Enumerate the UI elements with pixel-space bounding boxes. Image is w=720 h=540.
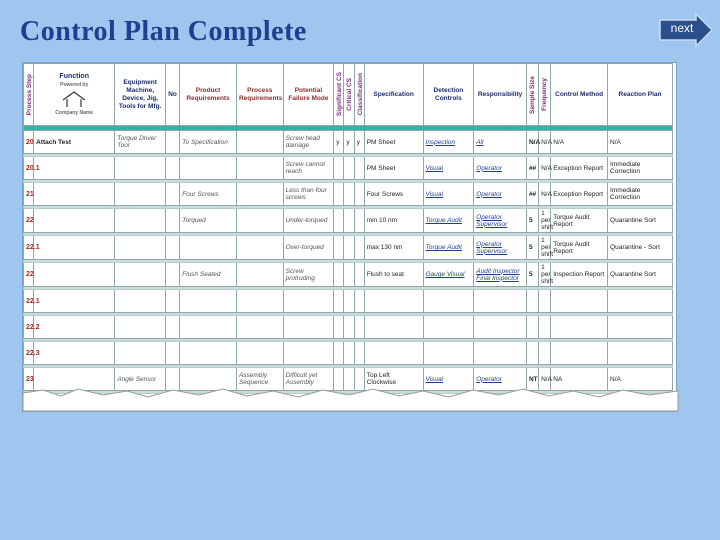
- table-row: [24, 157, 673, 180]
- responsibility-cell: Operator: [474, 157, 527, 180]
- col-detection-controls: Detection Controls: [423, 64, 474, 126]
- sample-size-cell: 5: [526, 209, 538, 233]
- control-plan-table: [23, 63, 673, 394]
- critical-cs-cell: [344, 342, 354, 365]
- detection-cell: Visual: [423, 157, 474, 180]
- step-label-cell: [34, 316, 115, 339]
- equipment-cell: [115, 157, 166, 180]
- detection-cell: [423, 316, 474, 339]
- responsibility-cell: Operator: [474, 368, 527, 391]
- critical-cs-cell: y: [344, 131, 354, 154]
- control-method-cell: Torque Audit Report: [551, 209, 608, 233]
- col-product-requirements: Product Requirements: [180, 64, 237, 126]
- product-requirement-cell: [180, 236, 237, 260]
- col-sample-size: Sample Size: [526, 64, 538, 126]
- frequency-cell: N/A: [539, 131, 551, 154]
- reaction-plan-cell: Quarantine Sort: [608, 209, 673, 233]
- failure-mode-cell: [283, 290, 334, 313]
- responsibility-cell: Audit Inspector Final Inspector: [474, 263, 527, 287]
- detection-cell: Visual: [423, 368, 474, 391]
- col-control-method: Control Method: [551, 64, 608, 126]
- sample-size-cell: 5: [526, 236, 538, 260]
- product-requirement-cell: [180, 157, 237, 180]
- process-requirement-cell: [236, 183, 283, 206]
- frequency-cell: [539, 316, 551, 339]
- step-cell: 20.1: [24, 157, 34, 180]
- reaction-plan-cell: N/A: [608, 368, 673, 391]
- classification-cell: [354, 236, 364, 260]
- critical-cs-cell: [344, 236, 354, 260]
- product-requirement-cell: [180, 316, 237, 339]
- frequency-cell: 1 per shift: [539, 236, 551, 260]
- control-method-cell: NA: [551, 368, 608, 391]
- col-equipment: Equipment Machine, Device, Jig, Tools for Mfg.: [115, 64, 166, 126]
- step-cell: 23: [24, 368, 34, 391]
- product-requirement-cell: Torqued: [180, 209, 237, 233]
- step-label-cell: [34, 157, 115, 180]
- specification-cell: PM Sheet: [364, 157, 423, 180]
- product-requirement-cell: To Specification: [180, 131, 237, 154]
- step-label-cell: [34, 183, 115, 206]
- detection-cell: Inspection: [423, 131, 474, 154]
- step-label-cell: Attach Test: [34, 131, 115, 154]
- specification-cell: Four Screws: [364, 183, 423, 206]
- failure-mode-cell: Screw head damage: [283, 131, 334, 154]
- significant-cs-cell: [334, 342, 344, 365]
- process-requirement-cell: [236, 236, 283, 260]
- specification-cell: min 10 nm: [364, 209, 423, 233]
- control-method-cell: [551, 316, 608, 339]
- equipment-cell: Torque Driver Tool: [115, 131, 166, 154]
- sample-size-cell: [526, 342, 538, 365]
- step-label-cell: [34, 290, 115, 313]
- sample-size-cell: [526, 290, 538, 313]
- torn-edge: [23, 385, 678, 411]
- no-cell: [165, 342, 179, 365]
- responsibility-cell: [474, 342, 527, 365]
- failure-mode-cell: Difficult yet Assembly: [283, 368, 334, 391]
- sample-size-cell: ##: [526, 183, 538, 206]
- specification-cell: [364, 342, 423, 365]
- step-label-cell: [34, 263, 115, 287]
- no-cell: [165, 316, 179, 339]
- critical-cs-cell: [344, 157, 354, 180]
- equipment-cell: [115, 342, 166, 365]
- reaction-plan-cell: Quarantine - Sort: [608, 236, 673, 260]
- step-cell: 22.1: [24, 236, 34, 260]
- table-row: [24, 209, 673, 233]
- product-requirement-cell: [180, 342, 237, 365]
- no-cell: [165, 290, 179, 313]
- col-frequency: Frequency: [539, 64, 551, 126]
- next-label: next: [670, 21, 694, 35]
- classification-cell: [354, 342, 364, 365]
- table-row: [24, 290, 673, 313]
- no-cell: [165, 183, 179, 206]
- significant-cs-cell: [334, 263, 344, 287]
- col-no: No: [165, 64, 179, 126]
- step-cell: 22.3: [24, 342, 34, 365]
- critical-cs-cell: [344, 209, 354, 233]
- product-requirement-cell: Four Screws: [180, 183, 237, 206]
- significant-cs-cell: [334, 209, 344, 233]
- classification-cell: [354, 209, 364, 233]
- sample-size-cell: ##: [526, 157, 538, 180]
- equipment-cell: [115, 183, 166, 206]
- failure-mode-cell: Screw protruding: [283, 263, 334, 287]
- step-label-cell: [34, 209, 115, 233]
- specification-cell: max 130 nm: [364, 236, 423, 260]
- reaction-plan-cell: Immediate Correction: [608, 157, 673, 180]
- no-cell: [165, 236, 179, 260]
- step-cell: 22: [24, 263, 34, 287]
- col-process-step: Process Step: [24, 64, 34, 126]
- process-requirement-cell: [236, 263, 283, 287]
- product-requirement-cell: Flush Seated: [180, 263, 237, 287]
- no-cell: [165, 131, 179, 154]
- responsibility-cell: Operator: [474, 183, 527, 206]
- frequency-cell: [539, 290, 551, 313]
- equipment-cell: [115, 263, 166, 287]
- col-responsibility: Responsibility: [474, 64, 527, 126]
- function-company: Company Name: [55, 109, 94, 116]
- step-label-cell: [34, 236, 115, 260]
- col-potential-failure: Potential Failure Mode: [283, 64, 334, 126]
- table-row: [24, 183, 673, 206]
- significant-cs-cell: [334, 183, 344, 206]
- process-requirement-cell: [236, 316, 283, 339]
- specification-cell: PM Sheet: [364, 131, 423, 154]
- detection-cell: [423, 342, 474, 365]
- col-classification: Classification: [354, 64, 364, 126]
- col-specification: Specification: [364, 64, 423, 126]
- specification-cell: [364, 316, 423, 339]
- next-button[interactable]: [658, 13, 714, 47]
- process-requirement-cell: [236, 157, 283, 180]
- table-row: [24, 236, 673, 260]
- sample-size-cell: N/A: [526, 131, 538, 154]
- detection-cell: Gauge Visual: [423, 263, 474, 287]
- control-method-cell: [551, 290, 608, 313]
- frequency-cell: N/A: [539, 183, 551, 206]
- classification-cell: [354, 263, 364, 287]
- failure-mode-cell: Screw cannot reach: [283, 157, 334, 180]
- classification-cell: y: [354, 131, 364, 154]
- classification-cell: [354, 290, 364, 313]
- failure-mode-cell: Under-torqued: [283, 209, 334, 233]
- process-requirement-cell: [236, 342, 283, 365]
- frequency-cell: N/A: [539, 368, 551, 391]
- table-row: [24, 263, 673, 287]
- equipment-cell: Angle Sensor: [115, 368, 166, 391]
- detection-cell: Visual: [423, 183, 474, 206]
- table-row: [24, 131, 673, 154]
- significant-cs-cell: [334, 236, 344, 260]
- specification-cell: Top Left Clockwise: [364, 368, 423, 391]
- process-requirement-cell: Assembly Sequence: [236, 368, 283, 391]
- control-plan-sheet: [22, 62, 677, 412]
- failure-mode-cell: [283, 316, 334, 339]
- classification-cell: [354, 316, 364, 339]
- equipment-cell: [115, 236, 166, 260]
- classification-cell: [354, 183, 364, 206]
- failure-mode-cell: [283, 342, 334, 365]
- responsibility-cell: [474, 316, 527, 339]
- control-method-cell: Exception Report: [551, 183, 608, 206]
- frequency-cell: [539, 342, 551, 365]
- function-sub: Powered by: [60, 81, 89, 88]
- table-row: [24, 316, 673, 339]
- control-method-cell: [551, 342, 608, 365]
- function-title: Function: [59, 72, 89, 80]
- failure-mode-cell: Over-torqued: [283, 236, 334, 260]
- control-method-cell: N/A: [551, 131, 608, 154]
- significant-cs-cell: [334, 316, 344, 339]
- table-row: [24, 342, 673, 365]
- detection-cell: Torque Audit: [423, 236, 474, 260]
- sample-size-cell: [526, 316, 538, 339]
- step-cell: 22: [24, 209, 34, 233]
- reaction-plan-cell: [608, 316, 673, 339]
- process-requirement-cell: [236, 131, 283, 154]
- reaction-plan-cell: Quarantine Sort: [608, 263, 673, 287]
- col-process-requirements: Process Requirements: [236, 64, 283, 126]
- frequency-cell: N/A: [539, 157, 551, 180]
- no-cell: [165, 157, 179, 180]
- slide-title: Control Plan Complete: [20, 16, 307, 47]
- col-reaction-plan: Reaction Plan: [608, 64, 673, 126]
- responsibility-cell: All: [474, 131, 527, 154]
- col-critical-cs: Critical CS: [344, 64, 354, 126]
- significant-cs-cell: y: [334, 131, 344, 154]
- control-method-cell: Exception Report: [551, 157, 608, 180]
- failure-mode-cell: Less than four screws: [283, 183, 334, 206]
- step-cell: 21: [24, 183, 34, 206]
- process-requirement-cell: [236, 209, 283, 233]
- equipment-cell: [115, 316, 166, 339]
- critical-cs-cell: [344, 263, 354, 287]
- no-cell: [165, 209, 179, 233]
- reaction-plan-cell: [608, 342, 673, 365]
- reaction-plan-cell: N/A: [608, 131, 673, 154]
- step-label-cell: [34, 342, 115, 365]
- specification-cell: Flush to seat: [364, 263, 423, 287]
- reaction-plan-cell: Immediate Correction: [608, 183, 673, 206]
- no-cell: [165, 263, 179, 287]
- significant-cs-cell: [334, 157, 344, 180]
- critical-cs-cell: [344, 290, 354, 313]
- header-row: [24, 64, 673, 126]
- control-method-cell: Inspection Report: [551, 263, 608, 287]
- frequency-cell: 1 per shift: [539, 263, 551, 287]
- step-cell: 20: [24, 131, 34, 154]
- col-significant-cs: Significant CS: [334, 64, 344, 126]
- col-function: [34, 64, 115, 126]
- step-cell: 22.1: [24, 290, 34, 313]
- responsibility-cell: Operator Supervisor: [474, 236, 527, 260]
- specification-cell: [364, 290, 423, 313]
- reaction-plan-cell: [608, 290, 673, 313]
- equipment-cell: [115, 290, 166, 313]
- critical-cs-cell: [344, 183, 354, 206]
- process-requirement-cell: [236, 290, 283, 313]
- classification-cell: [354, 157, 364, 180]
- step-cell: 22.2: [24, 316, 34, 339]
- responsibility-cell: Operator Supervisor: [474, 209, 527, 233]
- sample-size-cell: 5: [526, 263, 538, 287]
- product-requirement-cell: [180, 290, 237, 313]
- detection-cell: [423, 290, 474, 313]
- critical-cs-cell: [344, 316, 354, 339]
- responsibility-cell: [474, 290, 527, 313]
- house-logo-icon: [61, 90, 87, 108]
- significant-cs-cell: [334, 290, 344, 313]
- frequency-cell: 1 per shift: [539, 209, 551, 233]
- control-method-cell: Torque Audit Report: [551, 236, 608, 260]
- equipment-cell: [115, 209, 166, 233]
- sample-size-cell: NT: [526, 368, 538, 391]
- detection-cell: Torque Audit: [423, 209, 474, 233]
